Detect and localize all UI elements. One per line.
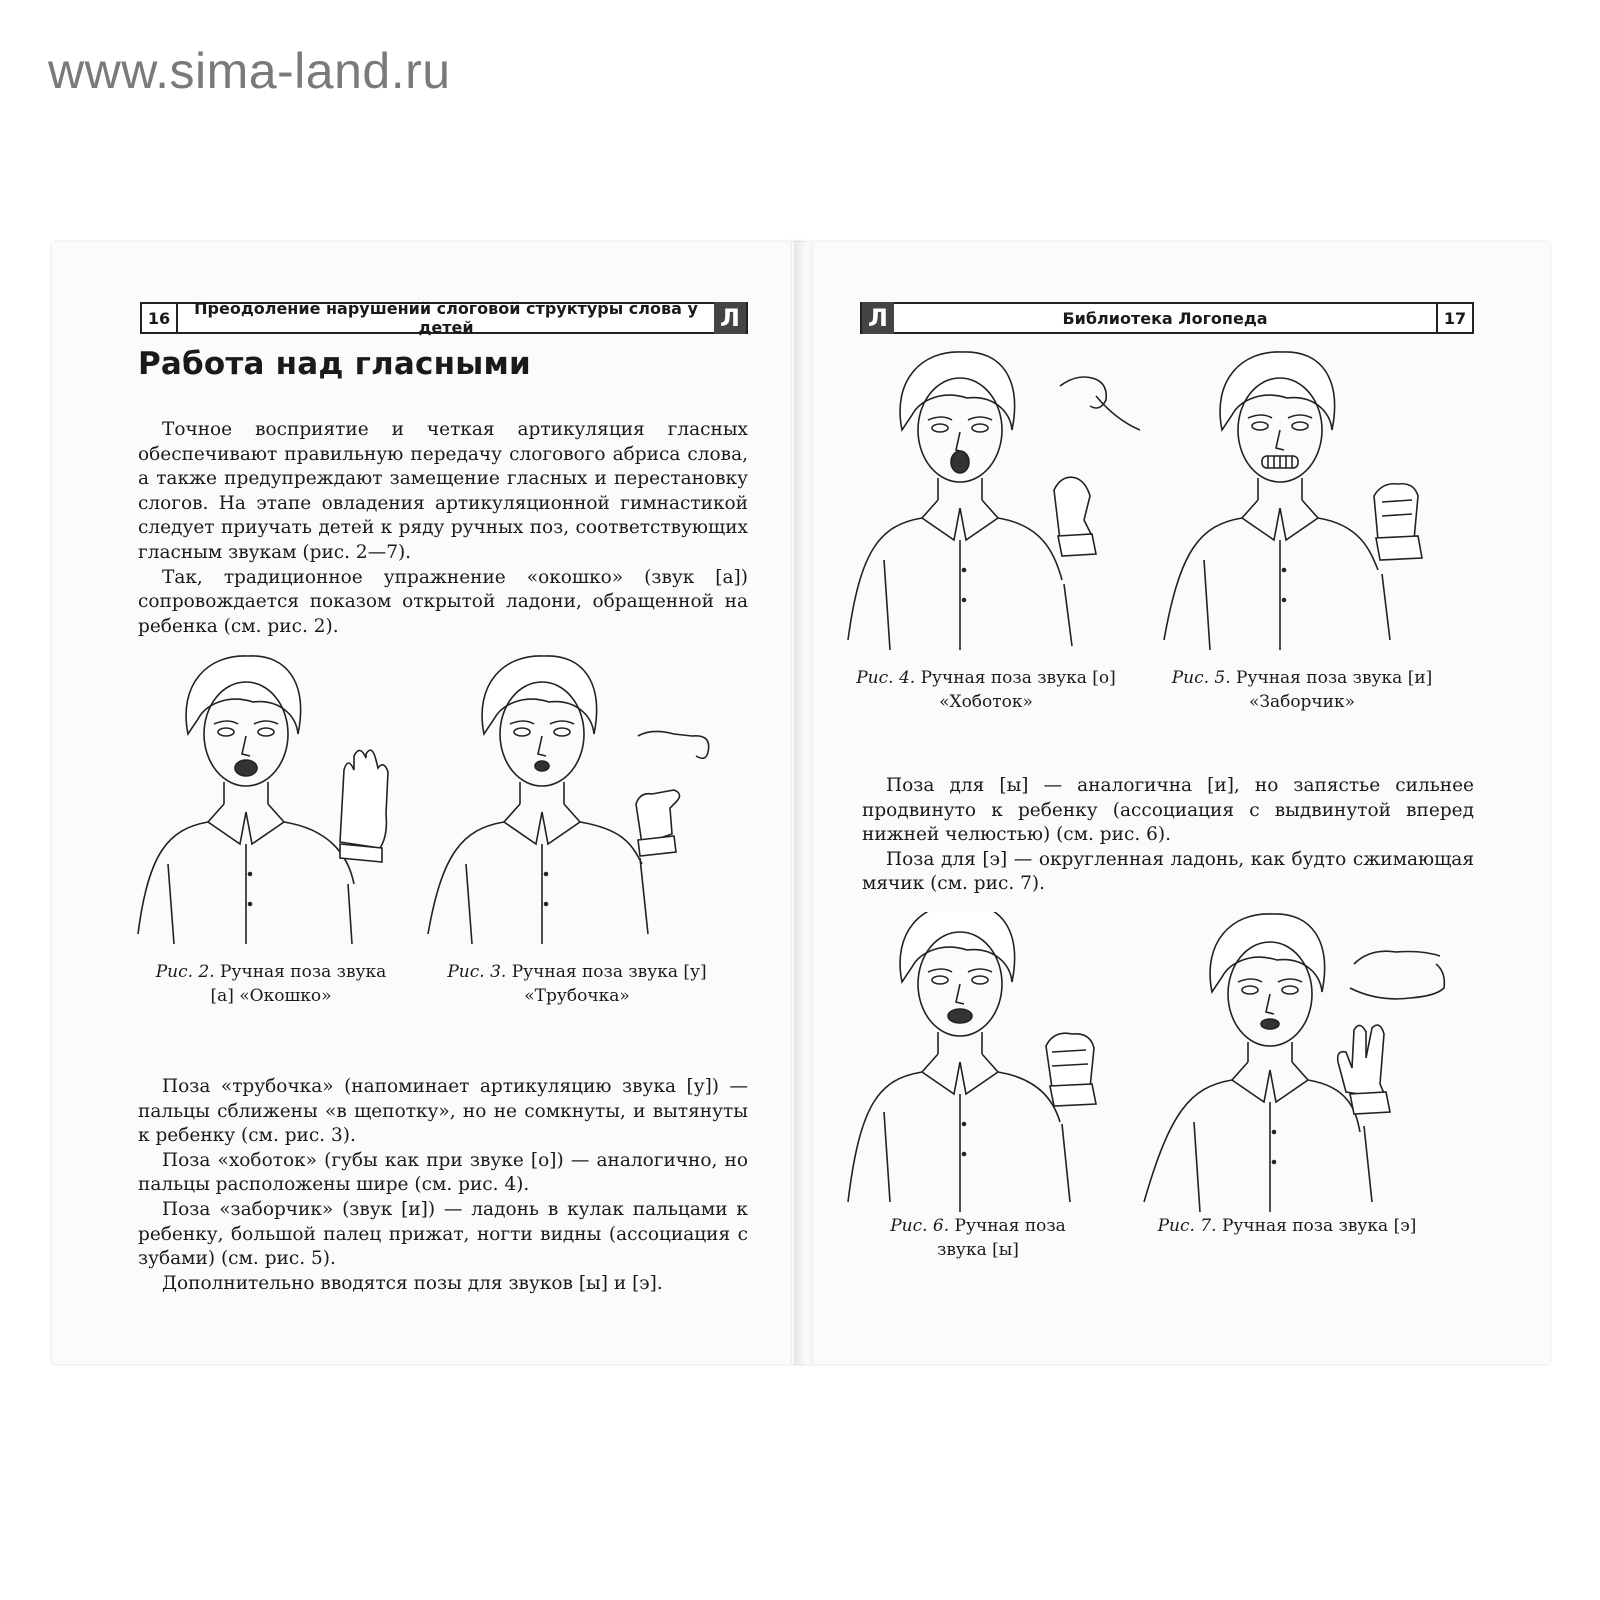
caption-line: «Заборчик» [1248, 692, 1356, 712]
paragraph: Так, традиционное упражнение «окошко» (звук [а]) сопровождается показом открытой ладони, обращенной на ребенка (см. рис. 2). [138, 566, 748, 637]
paragraph: Поза «заборчик» (звук [и]) — ладонь в кулак пальцами к ребенку, большой палец прижат, ногти видны (ассоциация с зубами) (см. рис. 5). [138, 1198, 748, 1270]
caption-line: Ручная поза звука [у] [511, 962, 707, 982]
figure-2-illustration [128, 644, 418, 944]
figure-7-caption [1146, 1214, 1428, 1238]
running-title: Преодоление нарушений слоговой структуры слова у детей [194, 299, 698, 337]
series-logo: Л [714, 302, 746, 334]
paragraph: Поза «хоботок» (губы как при звуке [о]) — аналогично, но пальцы расположены шире (см. рис. 4). [138, 1149, 748, 1196]
paragraph: Точное восприятие и четкая артикуляция гласных обеспечивают правильную передачу слогового абриса слова, а также предупреждают замещение гласных и перестановку слогов. На этапе овладения артикуляционной гимнастикой следует приучать детей к ряду ручных поз, соответствующих гласным звукам (рис. 2—7). [138, 419, 748, 563]
site-watermark: www.sima-land.ru [48, 43, 451, 99]
right-page-header [860, 302, 1474, 334]
figure-6-caption [868, 1214, 1088, 1262]
figure-number: Рис. 4. [856, 668, 916, 688]
figure-number: Рис. 2. [155, 962, 215, 982]
caption-line: Ручная поза [954, 1216, 1066, 1236]
paragraph: Поза для [э] — округленная ладонь, как будто сжимающая мячик (см. рис. 7). [862, 848, 1474, 895]
figure-number: Рис. 7. [1157, 1216, 1217, 1236]
caption-line: Ручная поза звука [220, 962, 387, 982]
chapter-title: Работа над гласными [138, 346, 531, 382]
caption-line: «Трубочка» [524, 986, 630, 1006]
paragraph: Поза «трубочка» (напоминает артикуляцию звука [у]) — пальцы сближены «в щепотку», но не сомкнуты, и вытянуты к ребенку (см. рис. 3). [138, 1076, 748, 1147]
left-page-header [140, 299, 748, 337]
additional-poses-text [862, 774, 1474, 897]
paragraph: Дополнительно вводятся позы для звуков [ы] и [э]. [162, 1272, 663, 1294]
figure-2-caption [140, 960, 402, 1008]
caption-line: звука [ы] [937, 1240, 1019, 1260]
figure-5-caption [1150, 666, 1454, 714]
figure-number: Рис. 6. [890, 1216, 950, 1236]
figure-7-illustration [1140, 912, 1450, 1212]
caption-line: Ручная поза звука [о] [920, 668, 1116, 688]
caption-line: [а] «Окошко» [210, 986, 332, 1006]
page-number: 16 [142, 304, 178, 332]
caption-line: Ручная поза звука [э] [1221, 1216, 1417, 1236]
figure-5-illustration [1150, 350, 1450, 650]
paragraph: Поза для [ы] — аналогична [и], но запястье сильнее продвинуто к ребенку (ассоциация с выдвинутой вперед нижней челюстью) (см. рис. 6). [862, 775, 1474, 846]
book-gutter [794, 242, 814, 1364]
figure-number: Рис. 5. [1171, 668, 1231, 688]
running-title: Библиотека Логопеда [1062, 308, 1268, 328]
figure-4-caption [836, 666, 1136, 714]
page-number: 17 [1436, 304, 1472, 332]
caption-line: «Хоботок» [939, 692, 1033, 712]
figure-3-illustration [412, 644, 722, 944]
figure-4-illustration [840, 350, 1140, 650]
figure-number: Рис. 3. [447, 962, 507, 982]
intro-text [138, 418, 748, 639]
figure-6-illustration [840, 912, 1140, 1212]
figure-3-caption [428, 960, 726, 1008]
caption-line: Ручная поза звука [и] [1236, 668, 1433, 688]
series-logo: Л [862, 302, 894, 334]
poses-text [138, 1075, 748, 1296]
